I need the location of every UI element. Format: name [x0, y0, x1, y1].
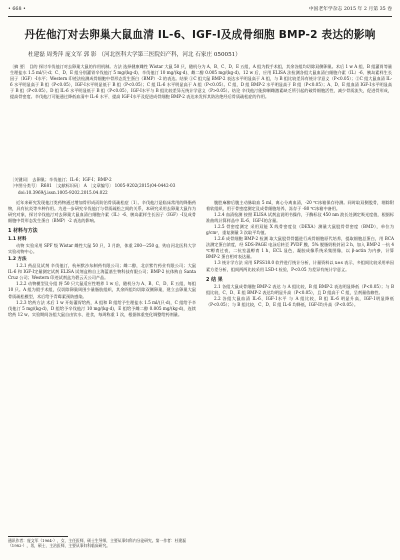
keywords: 〔关键词〕 去卵巢；辛伐他汀；IL-6；IGF-Ⅰ；BMP-2	[10, 177, 112, 182]
journal-name: 中国老年学杂志 2015 年 2 月第 35 卷	[308, 7, 392, 12]
body-column-right	[206, 200, 394, 308]
body-paragraph: 1.2.2 动物模型及分组 将 50 只大鼠适应性喂养 1 w 后，随机分为 A、B、C、D、E 五组，每组 10 只。A 组为假手术组，仅切除卵巢周围少量脂肪组织，其余四组均切除双侧卵巢，建立去卵巢大鼠骨质疏松模型，术后给予青霉素预防感染。	[8, 281, 196, 299]
subsection-heading: 1.2 方法	[8, 257, 27, 263]
body-paragraph: 1.2.1 药品及试剂 辛伐他汀，杭州默沙东制药有限公司；雌二醇，北京紫竹药业有限公司；大鼠 IL-6 和 IGF-Ⅰ定量测定试剂 ELISA 试剂盒购自上海蓝基生物科技有限公司；BMP-2 抗体购自 Santa Cruz 公司；Western 印迹试剂盒为碧云天公司产品。	[8, 263, 196, 281]
article-title: 丹佐他汀对去卵巢大鼠血清 IL-6、IGF-Ⅰ及成骨细胞 BMP-2 表达的影响	[24, 29, 376, 41]
page-number: • 668 •	[8, 7, 26, 12]
body-paragraph: 1.2.3 给药方法 术后 1 w 开始灌胃给药，A 组和 B 组给予生理盐水 1.5 ml/(只·d)，C 组给予辛伐他汀 5 mg/(kg·d)，D 组给予辛伐他汀 10 mg/(kg·d)，E 组给予雌二醇 0.005 mg/(kg·d)，连续给药 12 w。实验期间各组大鼠自由饮水、进食，每周称重 1 次，根据体重变化调整给药剂量。	[8, 299, 196, 317]
footnote-rule	[8, 536, 68, 537]
author-line: 杜建磊 周秀萍 庞文军 郭 影 （河北医科大学第三医院妇产科，河北 石家庄 050051）	[28, 52, 241, 58]
body-paragraph: 1.3 统计学方法 采用 SPSS18.0 软件进行统计分析，计量资料以 x±s 表示，多组间比较采用单因素方差分析，组间两两比较采用 LSD-t 检验，P<0.05 为差异有统计学意义。	[206, 260, 394, 272]
body-paragraph: 1.2.5 骨密度测定 采用双能 X 线骨密度仪（DEXA）测量大鼠股骨骨密度（BMD），单位为 g/cm²，重复测量 3 次取平均值。	[206, 224, 394, 236]
doi: doi:10.3969/j.issn.1005-9202.2015.04.022	[18, 190, 108, 195]
body-column-left	[8, 200, 196, 318]
body-paragraph: 近年来研究发现他汀类药物通过增加骨形成而防治骨质疏松症〔1〕。辛伐他汀是临床常用的降脂药物，具有抗炎等多种作用。为进一步研究辛伐他汀与骨质疏松之间的关系，本研究采用去卵巢大鼠作为研究对象，探讨辛伐他汀对去卵巢大鼠血清白细胞介素（IL）-6、胰岛素样生长因子（IGF）-Ⅰ及成骨细胞中骨形态发生蛋白（BMP）-2 表达的影响。	[8, 200, 196, 224]
running-header	[8, 4, 392, 15]
abstract: 〔摘 要〕 目的 探讨辛伐他汀对去卵巢大鼠的作用机制。方法 选择健康雌性 Wistar 大鼠 50 只，随机分为 A、B、C、D、E 五组，A 组为假手术组，其余各组均切除双侧卵巢。术后 1 w A 组、B 组灌胃等量生理盐水 1.5 ml/只·d；C、D、E 组分别灌胃辛伐他汀 5 mg/(kg·d)、辛伐他汀 10 mg/(kg·d)、雌二醇 0.005 mg/(kg·d)。12 w 后，应用 ELISA 法检测各组大鼠血清白细胞介素（IL）-6、胰岛素样生长因子（IGF）-Ⅰ水平；Western 印迹法检测成骨细胞中骨形态发生蛋白（BMP）-2 的表达。结果 ①C 组大鼠 BMP-2 表达水平明显高于 A 组，与 B 组比较差异有统计学意义（P<0.05）；②C 组大鼠血清 IL-6 水平明显高于 B 组（P<0.05），IGF-Ⅰ水平明显低于 B 组（P<0.05）；C 组 IL-6 水平明显高于 A 组（P<0.05）。C 组、D 组 BMP-2 水平明显高于 B 组（P<0.05）；A、D、E 组血清 IGF-Ⅰ水平明显高于 B 组（P<0.05）。D 组 IL-6 水平明显低于 B 组（P<0.05），IGF-Ⅰ水平与 B 组比较差异无统计学意义（P>0.05）。结论 辛伐他汀能抑制雌激素缺乏所引起的破骨细胞活性，减少骨质流失，促进骨形成，提高骨密度。辛伐他汀可能通过降低血清中 IL-6 水平、提高 IGF-Ⅰ水平及促进成骨细胞 BMP-2 表达来发挥其防治绝经后骨质疏松症的作用。	[10, 64, 392, 100]
classification-line: 〔中图分类号〕 R681 〔文献标识码〕 A 〔文章编号〕 1005-9202(2015)04-0442-03	[10, 183, 176, 188]
doi-line	[18, 190, 392, 195]
subsection-heading: 1.1 材料	[8, 237, 27, 243]
body-paragraph: 2.1 各组大鼠成骨细胞 BMP-2 表达 与 A 组比较，B 组 BMP-2 表达明显降低（P<0.05）；与 B 组比较，C、D、E 组 BMP-2 表达均明显升高（P<0.05），且 D 组高于 C 组，呈剂量依赖性。	[206, 283, 394, 295]
header-rule	[8, 16, 392, 17]
body-paragraph: 1.2.6 成骨细胞 BMP-2 检测 取大鼠股骨骨髓进行成骨细胞原代培养，提取细胞总蛋白，用 BCA 法测定蛋白浓度，经 SDS-PAGE 电泳后转至 PVDF 膜，5% 脱脂奶粉封闭 2 h，加入 BMP-2 一抗 4 ℃孵育过夜，二抗室温孵育 1 h，ECL 显色，凝胶成像系统采集图像，以 β-actin 为内参，计算 BMP-2 蛋白相对表达量。	[206, 236, 394, 260]
section-heading: 1 材料与方法	[8, 228, 38, 235]
body-paragraph: 动物 实验采用 SPF 级 Wistar 雌性大鼠 50 只，3 月龄，体重 200～250 g，购自河北医科大学实验动物中心。	[8, 243, 196, 255]
footnote: 通讯作者：庞文军（1964-），女，主任医师，硕士生导师，主要从事妇科内分泌研究。第一作者：杜建磊（1982-），男，硕士，主治医师，主要从事妇科临床研究。	[8, 538, 187, 549]
body-paragraph: 1.2.4 血清检测 按照 ELISA 试剂盒说明书操作，于酶标仪 450 nm 波长处测定吸光度值，根据标准曲线计算样品中 IL-6、IGF-Ⅰ的含量。	[206, 212, 394, 224]
body-paragraph: 腹腔麻醉后腹主动脉取血 5 ml，离心分离血清，-20 ℃冰箱保存待测。同时取双侧股骨，剔除附着软组织，用于骨密度测定及成骨细胞培养，冻存于 -80 ℃冰箱中备用。	[206, 200, 394, 212]
section-heading: 2 结 果	[206, 276, 223, 283]
body-paragraph: 2.2 各组大鼠血清 IL-6、IGF-Ⅰ水平 与 A 组比较，B 组 IL-6 明显升高，IGF-Ⅰ明显降低（P<0.05）；与 B 组比较，C、D、E 组 IL-6 均降低，IGF-Ⅰ均升高（P<0.05）。	[206, 295, 394, 307]
